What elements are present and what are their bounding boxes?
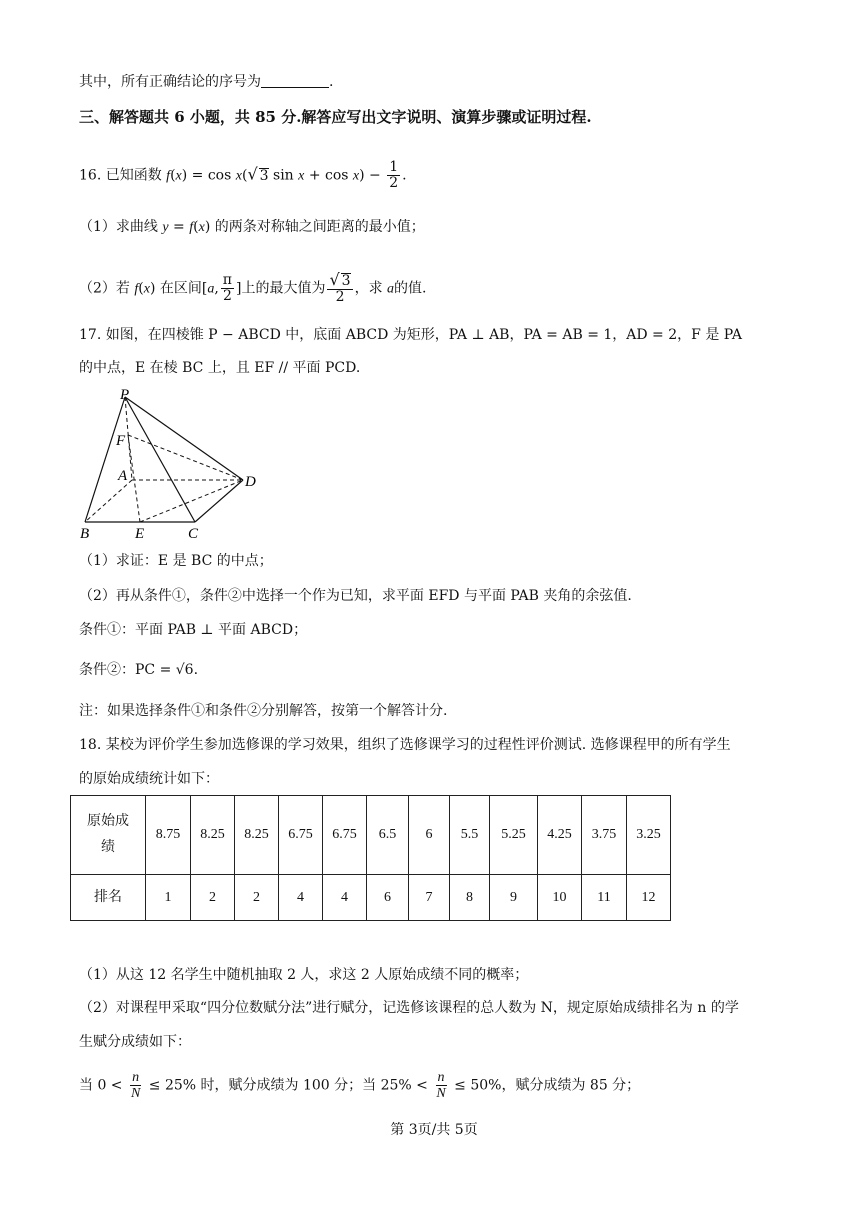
edge-PC [125, 397, 195, 522]
rank-cell: 6 [367, 875, 409, 921]
q17-condition1: 条件①：平面 PAB ⊥ 平面 ABCD； [79, 622, 308, 638]
score-cell: 6 [409, 796, 450, 875]
q18-stem-line1: 18. 某校为评价学生参加选修课的学习效果，组织了选修课学习的过程性评价测试. 选修课程甲的所有学生 [79, 737, 731, 753]
q18-stem-line2: 的原始成绩统计如下： [79, 771, 219, 787]
pyramid-figure [75, 385, 275, 545]
table-row-ranks [71, 875, 671, 921]
label-P: P [120, 387, 130, 403]
score-table [70, 795, 671, 921]
section-heading: 三、解答题共 6 小题，共 85 分.解答应写出文字说明、演算步骤或证明过程. [79, 108, 592, 126]
score-cell: 4.25 [538, 796, 582, 875]
edge-PD [125, 397, 243, 480]
q17-stem-line2: 的中点，E 在棱 BC 上，且 EF // 平面 PCD. [79, 360, 361, 376]
q16-part2: （2）若 f(x) 在区间[a, $\frac{\pi}{2}$ ]上的最大值为 $\frac{√ 3}{2}$ ，求 a的值. [79, 270, 427, 305]
q18-rule-line: 当 0 < $\frac{n}{N}$ ≤ 25% 时，赋分成绩为 100 分；当 25% < $\frac{n}{N}$ ≤ 50%，赋分成绩为 85 分； [79, 1070, 641, 1101]
rank-cell: 8 [450, 875, 490, 921]
rank-cell: 4 [279, 875, 323, 921]
header-cell-score: 原始成 绩 [71, 796, 146, 875]
q17-stem-line1: 17. 如图，在四棱锥 P − ABCD 中，底面 ABCD 为矩形，PA ⊥ AB，PA = AB = 1，AD = 2，F 是 PA [79, 327, 743, 343]
rank-cell: 2 [191, 875, 235, 921]
page-footer: 第 3页/共 5页 [390, 1122, 478, 1138]
score-cell: 8.25 [191, 796, 235, 875]
q16-stem: 16. 已知函数 f(x) = cos x(√ 3 sin x + cos x) − $\frac{1}{2}$ . [79, 159, 407, 191]
label-E: E [135, 526, 145, 542]
header-cell-rank: 排名 [71, 875, 146, 921]
q18-part2-line1: （2）对课程甲采取“四分位数赋分法”进行赋分，记选修该课程的总人数为 N，规定原始成绩排名为 n 的学 [79, 1000, 739, 1016]
rank-cell: 7 [409, 875, 450, 921]
q17-part1: （1）求证：E 是 BC 的中点； [79, 553, 273, 569]
previous-question-tail: 其中，所有正确结论的序号为 . [79, 74, 334, 90]
rank-cell: 12 [627, 875, 671, 921]
label-F: F [116, 433, 126, 449]
q18-part2-line2: 生赋分成绩如下： [79, 1034, 191, 1050]
rank-cell: 1 [146, 875, 191, 921]
score-cell: 6.75 [279, 796, 323, 875]
edge-FD [128, 435, 243, 480]
score-cell: 6.75 [323, 796, 367, 875]
edge-PB [85, 397, 125, 522]
score-cell: 3.25 [627, 796, 671, 875]
answer-blank [261, 73, 329, 88]
q16-part1: （1）求曲线 y = f(x) 的两条对称轴之间距离的最小值； [79, 219, 425, 235]
score-cell: 8.75 [146, 796, 191, 875]
label-B: B [80, 526, 90, 542]
q17-condition2: 条件②：PC = √6. [79, 662, 199, 678]
label-A: A [118, 468, 128, 484]
score-cell: 6.5 [367, 796, 409, 875]
table-row-scores [71, 796, 671, 875]
q17-note: 注：如果选择条件①和条件②分别解答，按第一个解答计分. [79, 703, 448, 719]
score-cell: 8.25 [235, 796, 279, 875]
rank-cell: 10 [538, 875, 582, 921]
rank-cell: 9 [490, 875, 538, 921]
rank-cell: 4 [323, 875, 367, 921]
rank-cell: 2 [235, 875, 279, 921]
q17-part2: （2）再从条件①，条件②中选择一个作为已知，求平面 EFD 与平面 PAB 夹角的余弦值. [79, 588, 632, 604]
score-cell: 5.5 [450, 796, 490, 875]
edge-CD [195, 480, 243, 522]
rank-cell: 11 [582, 875, 627, 921]
label-C: C [188, 526, 199, 542]
q16-function: f [166, 168, 171, 184]
label-D: D [245, 474, 256, 490]
q18-part1: （1）从这 12 名学生中随机抽取 2 人，求这 2 人原始成绩不同的概率； [79, 967, 529, 983]
score-cell: 5.25 [490, 796, 538, 875]
score-cell: 3.75 [582, 796, 627, 875]
